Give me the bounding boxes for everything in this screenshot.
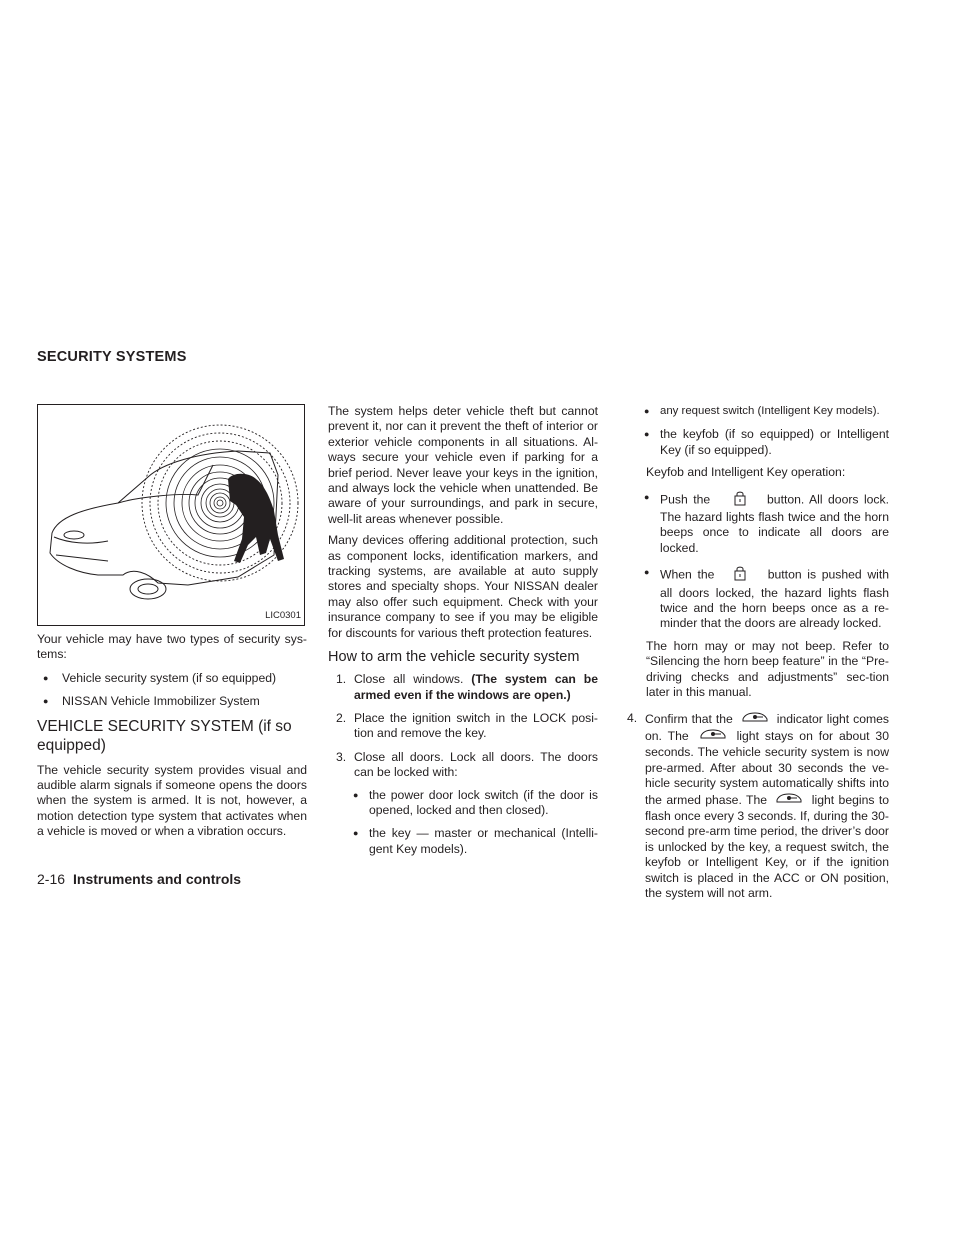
list-item: ● Vehicle security system (if so equipped): [37, 671, 307, 686]
list-item-push-lock: [619, 490, 889, 557]
step-4-text-a: Confirm that the: [645, 711, 733, 726]
step-number: 4.: [627, 710, 638, 725]
step-3: [328, 750, 598, 781]
list-item: ● NISSAN Vehicle Immobilizer System: [37, 694, 307, 709]
step-1-text: Close all windows.: [354, 672, 464, 687]
security-indicator-icon: [775, 792, 803, 809]
chapter-title: Instruments and controls: [73, 871, 242, 887]
horn-note: The horn may or may not beep. Refer to “Silencing the horn beep feature” in the “Pre-driving checks and adjustments” sec-tion later in this manual.: [646, 638, 889, 700]
paragraph: Many devices offering additional protection, such as component locks, identification markers, and tracking systems, are available at auto supply stores and specialty shops. Your NISSAN dealer may also offer such equipment. Check with your insurance company to see if you may be eligible for discounts for various theft protection features.: [328, 533, 598, 640]
keyfob-heading: Keyfob and Intelligent Key operation:: [646, 465, 846, 480]
step-2-text: Place the ignition switch in the LOCK posi-tion and remove the key.: [354, 710, 598, 741]
page-number: 2-16: [37, 871, 66, 887]
arm-heading: How to arm the vehicle security system: [328, 649, 580, 666]
step-1: [328, 672, 598, 703]
column-2: [328, 404, 598, 857]
security-indicator-icon: [699, 728, 727, 745]
step-number: 2.: [336, 710, 347, 725]
security-illustration: [37, 404, 305, 626]
step-3-text: Close all doors. Lock all doors. The doors can be locked with:: [354, 749, 598, 780]
vss-heading: VEHICLE SECURITY SYSTEM (if so equipped): [37, 717, 292, 755]
figure-code: LIC0301: [265, 609, 301, 621]
lock-icon: [734, 565, 746, 585]
list-item: ● the power door lock switch (if the door is opened, locked and then closed).: [328, 788, 598, 819]
step-4-text-b: indicator light comes on. The: [645, 711, 890, 743]
intro-text: Your vehicle may have two types of security sys-tems:: [37, 632, 307, 662]
list-item: ● the key — master or mechanical (Intelli-gent Key models).: [328, 826, 598, 857]
list-item: ● any request switch (Intelligent Key models).: [619, 404, 889, 419]
step-4-text-c: light stays on for about 30 seconds. The vehicle security system is now pre-armed. After about 30 seconds the ve-hicle security system automatically shifts into the armed phase. The: [645, 728, 889, 807]
column-3: [619, 404, 889, 901]
section-title: SECURITY SYSTEMS: [37, 349, 187, 365]
vss-description: The vehicle security system provides visual and audible alarm signals if someone opens the doors when the system is armed. It is not, however, a motion detection type system that activates when a vehicle is moved or when a vibration occurs.: [37, 762, 307, 839]
when-text-a: When the: [660, 567, 715, 582]
step-number: 3.: [336, 749, 347, 764]
list-item-already-locked: [619, 565, 889, 632]
step-2: [328, 711, 598, 742]
lock-icon: [734, 490, 746, 510]
step-1-note: (The system can be armed even if the windows are open.): [354, 672, 598, 702]
page-footer: [37, 871, 241, 887]
push-text-b: button. All doors lock. The hazard lights flash twice and the horn beeps once to indicate all doors are locked.: [660, 492, 890, 555]
step-4-text-d: light begins to flash once every 3 seconds. If, during the 30-second pre-arm time period, the driver’s door is unlocked by the key, a request switch, the keyfob or Intelligent Key, or if the ignition switch is placed in the ACC or ON position, the system will not arm.: [645, 792, 889, 900]
column-1: [37, 404, 307, 840]
car-and-intruder-illustration: [38, 405, 304, 625]
list-item: ● the keyfob (if so equipped) or Intelligent Key (if so equipped).: [619, 427, 889, 458]
when-text-b: button is pushed with all doors locked, the hazard lights flash twice and the horn beeps once as a re-minder that the doors are already locked.: [660, 567, 890, 631]
step-4: [619, 711, 889, 902]
step-number: 1.: [336, 672, 347, 687]
paragraph: The system helps deter vehicle theft but cannot prevent it, nor can it prevent the theft of interior or exterior vehicle components in all situations. Al-ways secure your vehicle even if parking for a brief period. Never leave your keys in the ignition, and always lock the vehicle when unattended. Be aware of your surroundings, and park in secure, well-lit areas whenever possible.: [328, 404, 598, 526]
push-text-a: Push the: [660, 492, 711, 507]
security-indicator-icon: [741, 711, 769, 728]
